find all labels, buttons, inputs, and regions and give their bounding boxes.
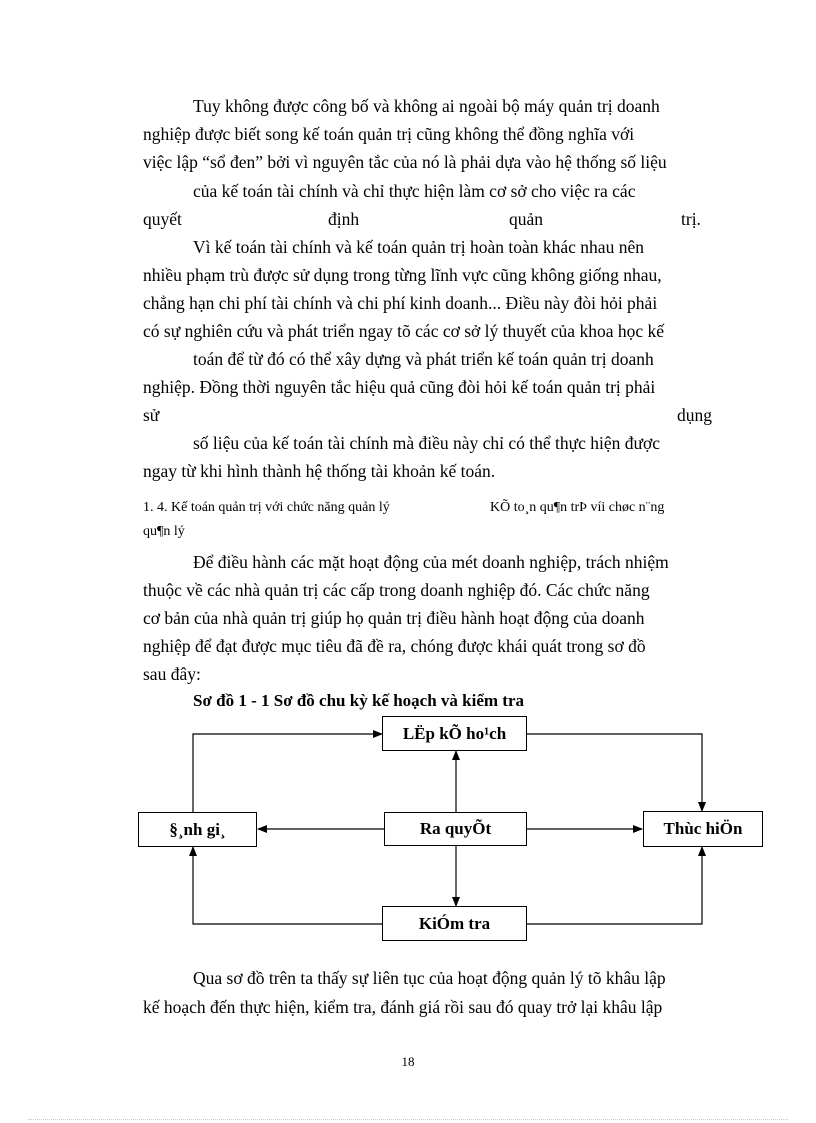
arrow-plan-to-execute bbox=[527, 734, 702, 811]
p1-word-3: quản bbox=[509, 209, 544, 229]
p3-line5-text: sau đây: bbox=[143, 664, 201, 684]
p2-word-dung: dụng bbox=[677, 405, 712, 425]
p1-word-4: trị. bbox=[681, 209, 701, 229]
diagram-title-text: Sơ đồ 1 - 1 Sơ đồ chu kỳ kế hoạch và kiểm tra bbox=[193, 691, 525, 710]
p2-line6-text: nghiệp. Đồng thời nguyên tắc hiệu quả cũng đòi hỏi kế toán quản trị phải bbox=[143, 377, 656, 397]
p1-word-1: quyết bbox=[143, 209, 182, 229]
arrow-check-to-execute bbox=[527, 847, 702, 924]
box-check bbox=[382, 906, 527, 941]
box-execute-label: Thùc hiÖn bbox=[663, 819, 743, 838]
box-plan bbox=[382, 716, 527, 751]
arrow-check-to-evaluate bbox=[193, 847, 382, 924]
p2-line8-text: số liệu của kế toán tài chính mà điều này chỉ có thể thực hiện được bbox=[193, 433, 661, 453]
p2-line5-text: toán để từ đó có thể xây dựng và phát triển kế toán quản trị doanh bbox=[193, 349, 654, 369]
page-bottom-dotted-rule bbox=[28, 1119, 788, 1120]
box-decide-label: Ra quyÕt bbox=[419, 819, 492, 838]
p2-line4-text: có sự nghiên cứu và phát triển ngay tõ các cơ sở lý thuyết của khoa học kế bbox=[143, 321, 664, 341]
box-evaluate bbox=[138, 812, 257, 847]
p1-line3-text: việc lập “sổ đen” bởi vì nguyên tắc của nó là phải dựa vào hệ thống số liệu bbox=[143, 152, 667, 172]
p1-line4-text: của kế toán tài chính và chỉ thực hiện làm cơ sở cho việc ra các bbox=[193, 181, 636, 201]
box-plan-label: LËp kÕ ho¹ch bbox=[402, 723, 507, 743]
p4-line1-text: Qua sơ đồ trên ta thấy sự liên tục của hoạt động quản lý tõ khâu lập bbox=[193, 968, 666, 988]
p3-line1-text: Để điều hành các mặt hoạt động của mét doanh nghiệp, trách nhiệm bbox=[193, 552, 669, 572]
p2-line1-text: Vì kế toán tài chính và kế toán quản trị hoàn toàn khác nhau nên bbox=[193, 237, 644, 257]
box-evaluate-label: §¸nh gi¸ bbox=[169, 819, 226, 839]
p2-word-su: sử bbox=[143, 405, 160, 425]
arrow-evaluate-to-plan bbox=[193, 734, 382, 812]
box-decide bbox=[384, 812, 527, 846]
page-number: 18 bbox=[401, 1054, 415, 1069]
box-check-label: KiÓm tra bbox=[418, 913, 491, 933]
p1-line2-text: nghiệp được biết song kế toán quản trị cũng không thể đồng nghĩa với bbox=[143, 124, 635, 144]
p1-word-2: định bbox=[328, 209, 360, 229]
p3-line3-text: cơ bản của nhà quản trị giúp họ quản trị điều hành hoạt động của doanh bbox=[143, 608, 645, 628]
p2-line3-text: chẳng hạn chi phí tài chính và chi phí kinh doanh... Điều này đòi hỏi phải bbox=[143, 293, 658, 313]
section-heading-legacy-cont: qu¶n lý bbox=[143, 524, 185, 539]
p4-line2-text: kế hoạch đến thực hiện, kiểm tra, đánh giá rồi sau đó quay trở lại khâu lập bbox=[143, 997, 663, 1017]
p1-line1-text: Tuy không được công bố và không ai ngoài bộ máy quản trị doanh bbox=[193, 96, 660, 116]
p2-line2-text: nhiều phạm trù được sử dụng trong từng lĩnh vực cũng không giống nhau, bbox=[143, 265, 662, 285]
box-execute bbox=[643, 811, 763, 847]
p3-line2-text: thuộc về các nhà quản trị các cấp trong doanh nghiệp đó. Các chức năng bbox=[143, 580, 650, 600]
p2-line9-text: ngay từ khi hình thành hệ thống tài khoản kế toán. bbox=[143, 461, 496, 481]
p3-line4-text: nghiệp để đạt được mục tiêu đã đề ra, chóng được khái quát trong sơ đồ bbox=[143, 636, 646, 656]
section-heading-vn: 1. 4. Kế toán quản trị với chức năng quản lý bbox=[143, 500, 390, 515]
section-heading-legacy: KÕ to¸n qu¶n trÞ víi chøc n¨ng bbox=[490, 500, 665, 515]
